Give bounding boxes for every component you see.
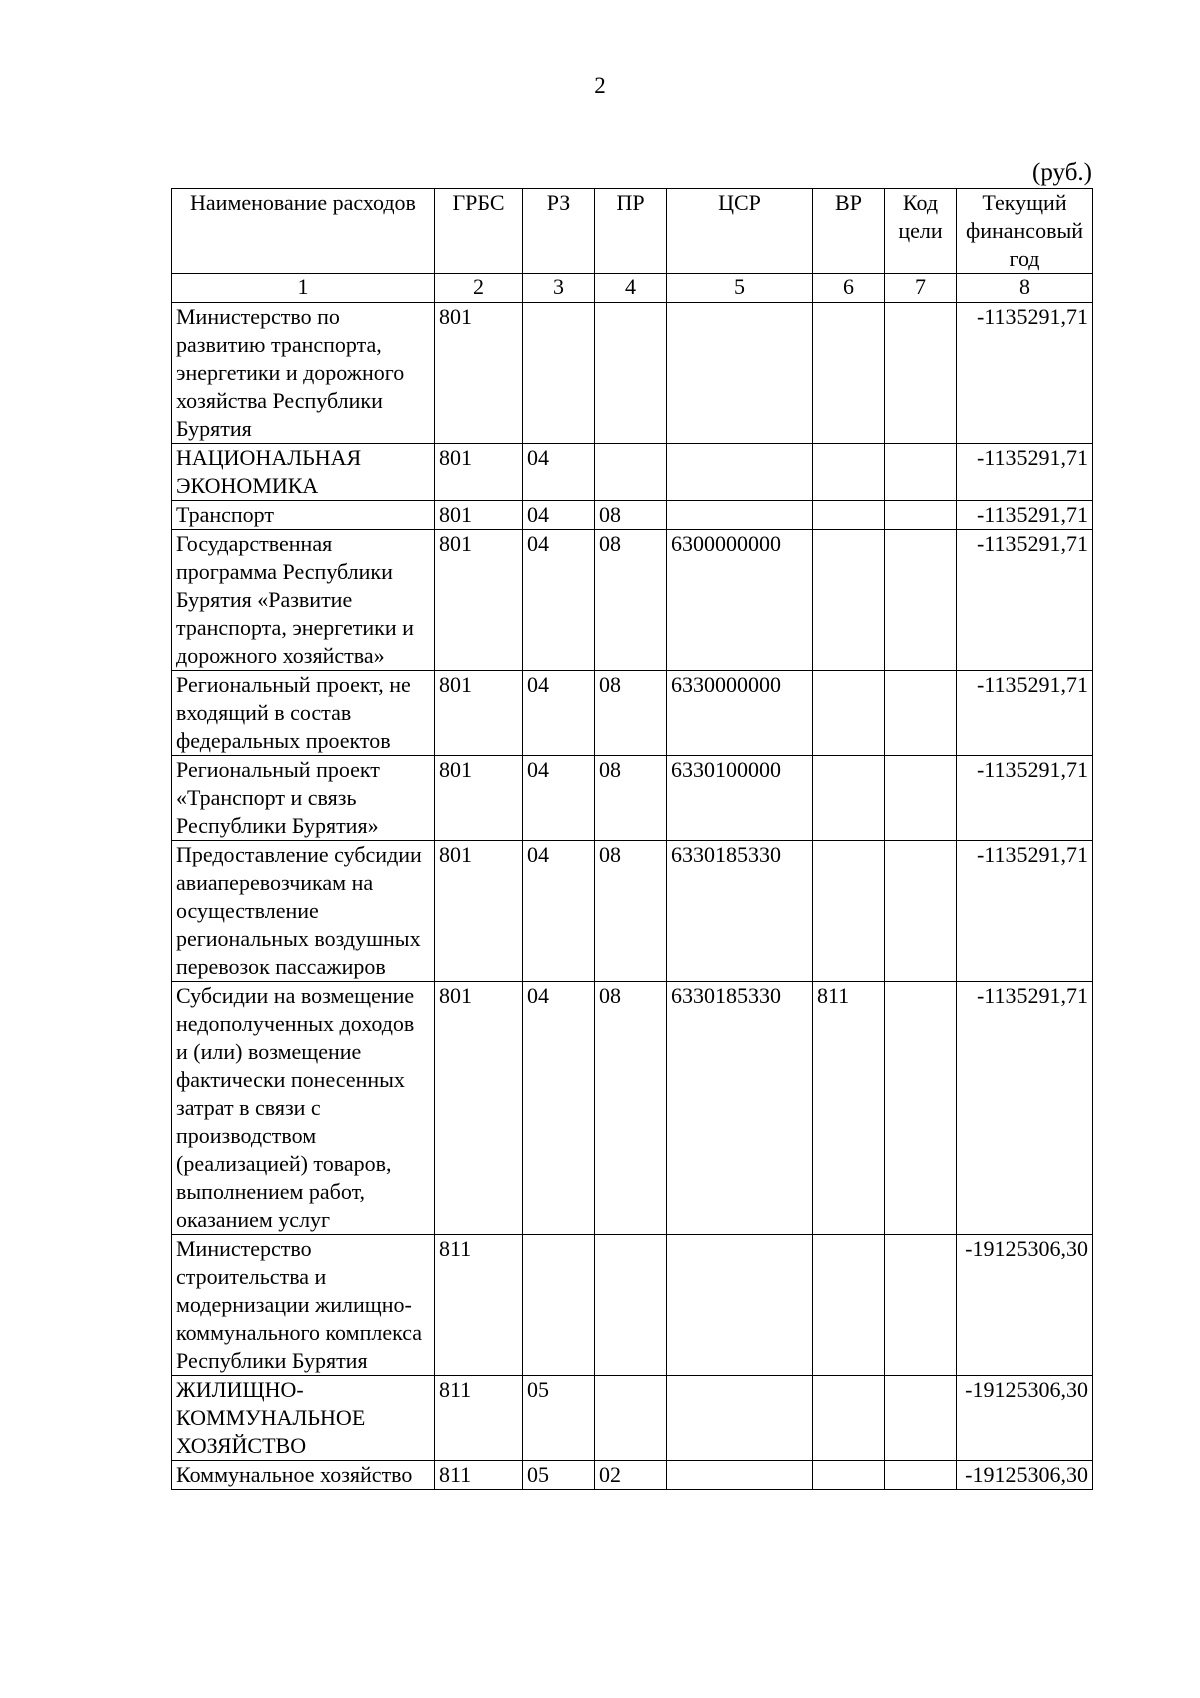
row-vr: [813, 303, 885, 444]
row-pr: 08: [595, 841, 667, 982]
row-grbs: 801: [435, 530, 523, 671]
row-rz: 05: [523, 1376, 595, 1461]
table-row: [172, 756, 1093, 841]
table-row: [172, 1461, 1093, 1490]
row-csr: 6330185330: [667, 982, 813, 1235]
header-vr: ВР: [813, 189, 885, 274]
header-grbs: ГРБС: [435, 189, 523, 274]
column-number: 6: [813, 274, 885, 303]
row-pr: 08: [595, 671, 667, 756]
row-kod: [885, 530, 957, 671]
table-row: [172, 982, 1093, 1235]
row-kod: [885, 501, 957, 530]
row-kod: [885, 1376, 957, 1461]
row-rz: 04: [523, 501, 595, 530]
row-csr: 6300000000: [667, 530, 813, 671]
table-row: [172, 501, 1093, 530]
row-name: Министерство строительства и модернизации жилищно-коммунального комплекса Республики Бурятия: [172, 1235, 435, 1376]
column-number: 5: [667, 274, 813, 303]
row-vr: [813, 671, 885, 756]
row-amount: -19125306,30: [957, 1376, 1093, 1461]
row-csr: 6330000000: [667, 671, 813, 756]
header-tekushchiy: Текущий финансовый год: [957, 189, 1093, 274]
column-number: 1: [172, 274, 435, 303]
row-pr: [595, 303, 667, 444]
column-number: 7: [885, 274, 957, 303]
header-pr: ПР: [595, 189, 667, 274]
row-rz: 05: [523, 1461, 595, 1490]
table-row: [172, 1235, 1093, 1376]
row-name: Государственная программа Республики Бурятия «Развитие транспорта, энергетики и дорожного хозяйства»: [172, 530, 435, 671]
row-amount: -1135291,71: [957, 501, 1093, 530]
row-rz: 04: [523, 444, 595, 501]
row-pr: 08: [595, 530, 667, 671]
row-pr: [595, 1235, 667, 1376]
row-csr: [667, 1376, 813, 1461]
row-pr: 08: [595, 756, 667, 841]
table-row: [172, 1376, 1093, 1461]
row-amount: -1135291,71: [957, 671, 1093, 756]
page-number: 2: [594, 73, 606, 98]
row-kod: [885, 671, 957, 756]
row-rz: 04: [523, 671, 595, 756]
row-name: Предоставление субсидии авиаперевозчикам на осуществление региональных воздушных перевозок пассажиров: [172, 841, 435, 982]
row-name: Региональный проект «Транспорт и связь Республики Бурятия»: [172, 756, 435, 841]
row-kod: [885, 841, 957, 982]
column-number: 3: [523, 274, 595, 303]
row-name: Транспорт: [172, 501, 435, 530]
header-csr: ЦСР: [667, 189, 813, 274]
row-pr: 02: [595, 1461, 667, 1490]
row-csr: [667, 501, 813, 530]
row-kod: [885, 1235, 957, 1376]
table-row: [172, 444, 1093, 501]
row-name: Региональный проект, не входящий в состав федеральных проектов: [172, 671, 435, 756]
row-vr: [813, 501, 885, 530]
row-grbs: 801: [435, 671, 523, 756]
column-number: 8: [957, 274, 1093, 303]
row-rz: 04: [523, 982, 595, 1235]
row-kod: [885, 982, 957, 1235]
header-name: Наименование расходов: [172, 189, 435, 274]
row-name: Коммунальное хозяйство: [172, 1461, 435, 1490]
row-grbs: 801: [435, 756, 523, 841]
row-csr: [667, 303, 813, 444]
row-kod: [885, 444, 957, 501]
row-amount: -19125306,30: [957, 1235, 1093, 1376]
row-csr: [667, 444, 813, 501]
row-grbs: 811: [435, 1235, 523, 1376]
row-grbs: 801: [435, 982, 523, 1235]
table-row: [172, 671, 1093, 756]
column-number-row: [172, 274, 1093, 303]
row-amount: -1135291,71: [957, 444, 1093, 501]
row-grbs: 801: [435, 303, 523, 444]
row-kod: [885, 1461, 957, 1490]
row-vr: [813, 841, 885, 982]
row-amount: -19125306,30: [957, 1461, 1093, 1490]
row-grbs: 801: [435, 501, 523, 530]
row-vr: 811: [813, 982, 885, 1235]
row-grbs: 811: [435, 1376, 523, 1461]
row-rz: 04: [523, 841, 595, 982]
row-vr: [813, 756, 885, 841]
row-kod: [885, 756, 957, 841]
row-csr: [667, 1461, 813, 1490]
row-name: ЖИЛИЩНО-КОММУНАЛЬНОЕ ХОЗЯЙСТВО: [172, 1376, 435, 1461]
row-grbs: 801: [435, 444, 523, 501]
header-row: [172, 189, 1093, 274]
row-name: НАЦИОНАЛЬНАЯ ЭКОНОМИКА: [172, 444, 435, 501]
row-pr: 08: [595, 982, 667, 1235]
row-pr: [595, 1376, 667, 1461]
row-vr: [813, 1461, 885, 1490]
header-rz: РЗ: [523, 189, 595, 274]
row-rz: [523, 1235, 595, 1376]
row-amount: -1135291,71: [957, 303, 1093, 444]
row-amount: -1135291,71: [957, 530, 1093, 671]
row-csr: 6330185330: [667, 841, 813, 982]
header-kod-celi: Код цели: [885, 189, 957, 274]
row-grbs: 811: [435, 1461, 523, 1490]
row-name: Министерство по развитию транспорта, энергетики и дорожного хозяйства Республики Бурятия: [172, 303, 435, 444]
table-row: [172, 530, 1093, 671]
row-vr: [813, 444, 885, 501]
row-csr: [667, 1235, 813, 1376]
unit-label: (руб.): [1032, 159, 1092, 186]
row-pr: 08: [595, 501, 667, 530]
row-amount: -1135291,71: [957, 982, 1093, 1235]
column-number: 4: [595, 274, 667, 303]
row-csr: 6330100000: [667, 756, 813, 841]
table-row: [172, 841, 1093, 982]
row-amount: -1135291,71: [957, 841, 1093, 982]
row-rz: 04: [523, 756, 595, 841]
row-vr: [813, 1235, 885, 1376]
budget-table: [171, 188, 1093, 1490]
row-amount: -1135291,71: [957, 756, 1093, 841]
row-name: Субсидии на возмещение недополученных доходов и (или) возмещение фактически понесенных затрат в связи с производством (реализацией) товаров, выполнением работ, оказанием услуг: [172, 982, 435, 1235]
row-rz: [523, 303, 595, 444]
row-vr: [813, 530, 885, 671]
row-vr: [813, 1376, 885, 1461]
table-row: [172, 303, 1093, 444]
column-number: 2: [435, 274, 523, 303]
row-pr: [595, 444, 667, 501]
row-grbs: 801: [435, 841, 523, 982]
row-kod: [885, 303, 957, 444]
row-rz: 04: [523, 530, 595, 671]
